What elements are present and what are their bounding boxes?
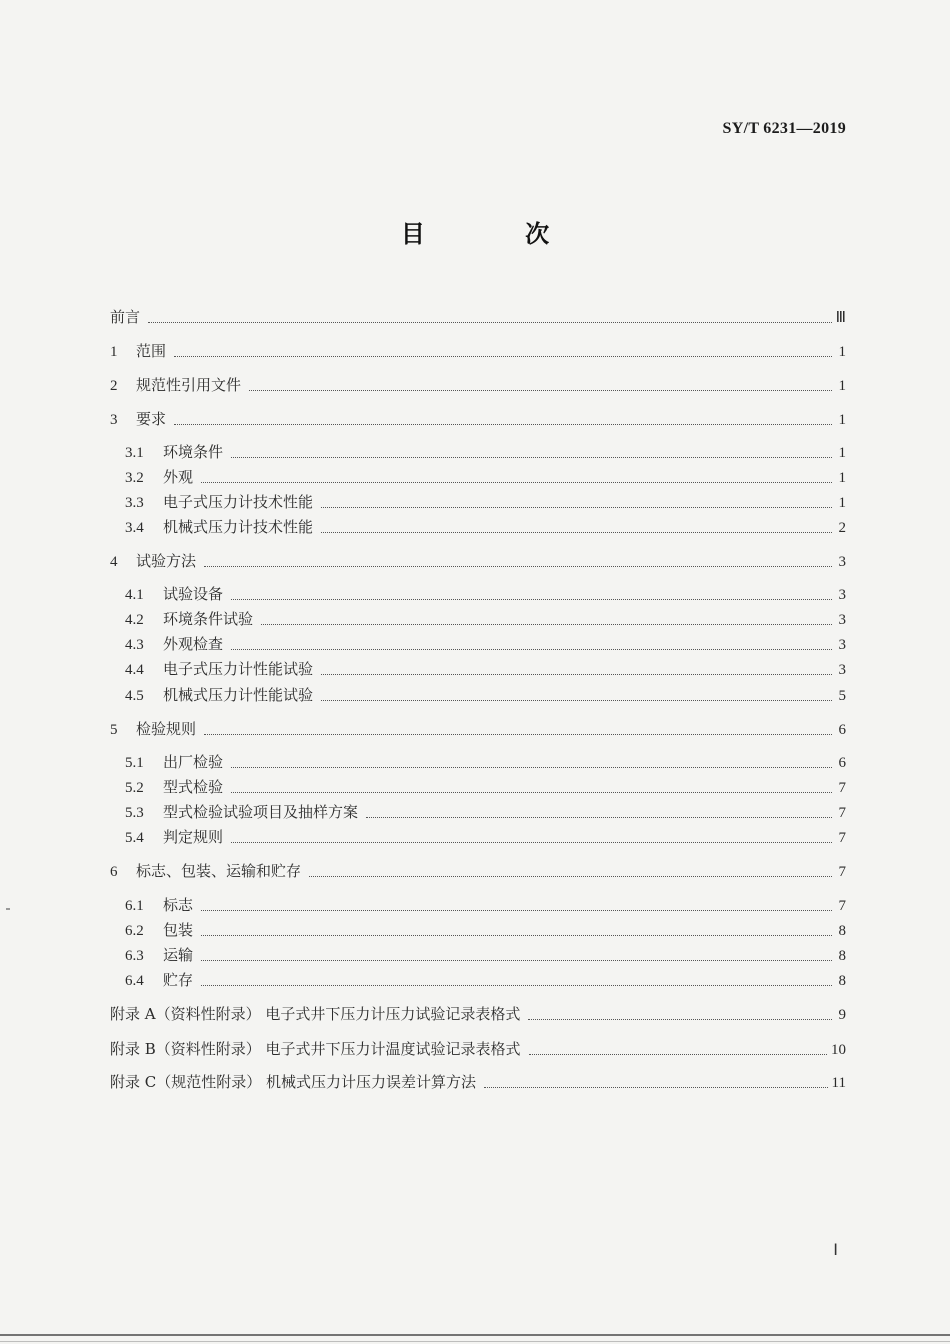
toc-entry-page: 11	[831, 1075, 846, 1091]
toc-entry-text: 机械式压力计技术性能	[163, 518, 314, 536]
standard-code: SY/T 6231—2019	[722, 120, 846, 137]
toc-entry-page: 3	[838, 637, 846, 653]
toc-entry-page: 1	[838, 344, 846, 360]
scan-mark	[6, 908, 10, 910]
toc-entry-page: 6	[838, 722, 846, 738]
toc-entry-page: 8	[838, 948, 846, 964]
toc-entry-3-1[interactable]	[125, 441, 846, 463]
toc-entry-text: 运输	[163, 946, 194, 964]
toc-entry-text: 包装	[163, 921, 194, 939]
toc-entry-appendix-a[interactable]	[110, 1003, 846, 1025]
toc-entry-6-3[interactable]	[125, 944, 846, 966]
toc-leader	[204, 720, 832, 735]
toc-entry-4-1[interactable]	[125, 583, 846, 605]
toc-entry-3-4[interactable]	[125, 516, 846, 538]
toc-entry-page: 7	[838, 805, 846, 821]
toc-entry-number: 6	[110, 864, 118, 880]
toc-entry-6-2[interactable]	[125, 919, 846, 941]
toc-entry-page: 6	[838, 755, 846, 771]
toc-entry-appendix-b[interactable]	[110, 1038, 846, 1060]
toc-leader	[321, 660, 832, 675]
toc-entry-page: Ⅲ	[835, 310, 846, 326]
toc-entry-number: 3.2	[125, 470, 144, 486]
toc-entry-text: 标志	[163, 896, 194, 914]
toc-entry-page: 1	[838, 470, 846, 486]
toc-entry-text: 电子式压力计技术性能	[163, 493, 314, 511]
toc-entry-text: 前言	[110, 308, 141, 326]
toc-entry-4-2[interactable]	[125, 608, 846, 630]
toc-entry-3-3[interactable]	[125, 491, 846, 513]
toc-entry-number: 4.2	[125, 612, 144, 628]
toc-leader	[201, 921, 832, 936]
toc-entry-page: 7	[838, 898, 846, 914]
toc-entry-text: 附录 B（资料性附录） 电子式井下压力计温度试验记录表格式	[110, 1040, 521, 1058]
toc-leader	[321, 493, 832, 508]
toc-leader	[321, 686, 832, 701]
toc-leader	[231, 585, 832, 600]
toc-entry-page: 1	[838, 445, 846, 461]
toc-entry-number: 5	[110, 722, 118, 738]
toc-leader	[231, 828, 832, 843]
toc-leader	[529, 1040, 827, 1055]
toc-leader	[366, 803, 832, 818]
toc-entry-text: 检验规则	[136, 720, 197, 738]
toc-entry-page: 1	[838, 412, 846, 428]
toc-entry-text: 外观检查	[163, 635, 224, 653]
toc-leader	[201, 896, 832, 911]
toc-entry-number: 4	[110, 554, 118, 570]
toc-entry-page: 3	[838, 612, 846, 628]
toc-leader	[261, 610, 832, 625]
toc-entry-number: 5.3	[125, 805, 144, 821]
toc-entry-text: 出厂检验	[163, 753, 224, 771]
toc-entry-4-4[interactable]	[125, 658, 846, 680]
toc-entry-number: 3.1	[125, 445, 144, 461]
toc-entry-text: 电子式压力计性能试验	[163, 660, 314, 678]
toc-entry-6-4[interactable]	[125, 969, 846, 991]
toc-entry-text: 判定规则	[163, 828, 224, 846]
toc-entry-5-2[interactable]	[125, 776, 846, 798]
toc-leader	[249, 376, 832, 391]
toc-leader	[321, 518, 832, 533]
toc-entry-number: 6.1	[125, 898, 144, 914]
toc-entry-text: 试验方法	[136, 552, 197, 570]
toc-entry-6-1[interactable]	[125, 894, 846, 916]
toc-entry-page: 9	[838, 1007, 846, 1023]
toc-entry-5-1[interactable]	[125, 751, 846, 773]
toc-entry-text: 附录 A（资料性附录） 电子式井下压力计压力试验记录表格式	[110, 1005, 521, 1023]
toc-entry-text: 标志、包装、运输和贮存	[136, 862, 302, 880]
toc-entry-number: 4.5	[125, 688, 144, 704]
toc-entry-number: 6.4	[125, 973, 144, 989]
toc-leader	[231, 443, 832, 458]
toc-entry-page: 3	[838, 662, 846, 678]
toc-entry-page: 7	[838, 864, 846, 880]
toc-entry-number: 6.3	[125, 948, 144, 964]
toc-entry-4-5[interactable]	[125, 684, 846, 706]
toc-entry-page: 1	[838, 495, 846, 511]
toc-entry-number: 4.1	[125, 587, 144, 603]
toc-entry-page: 7	[838, 780, 846, 796]
toc-entry-number: 2	[110, 378, 118, 394]
toc-entry-number: 4.4	[125, 662, 144, 678]
toc-entry-text: 规范性引用文件	[136, 376, 242, 394]
toc-entry-page: 2	[838, 520, 846, 536]
toc-entry-page: 7	[838, 830, 846, 846]
toc-entry-page: 10	[831, 1042, 846, 1058]
toc-entry-number: 5.2	[125, 780, 144, 796]
toc-leader	[309, 862, 832, 877]
toc-leader	[204, 552, 832, 567]
toc-entry-6[interactable]	[110, 860, 846, 882]
toc-leader	[201, 971, 832, 986]
toc-entry-text: 型式检验试验项目及抽样方案	[163, 803, 359, 821]
toc-leader	[231, 635, 832, 650]
page-title: 目 次	[400, 220, 596, 248]
toc-leader	[148, 308, 832, 323]
toc-entry-text: 试验设备	[163, 585, 224, 603]
toc-entry-2[interactable]	[110, 374, 846, 396]
toc-entry-text: 贮存	[163, 971, 194, 989]
toc-entry-3-2[interactable]	[125, 466, 846, 488]
toc-entry-text: 环境条件	[163, 443, 224, 461]
toc-entry-number: 5.4	[125, 830, 144, 846]
footer-page-number: Ⅰ	[833, 1242, 838, 1259]
toc-entry-page: 1	[838, 378, 846, 394]
toc-entry-5-4[interactable]	[125, 826, 846, 848]
toc-entry-number: 3.3	[125, 495, 144, 511]
toc-entry-page: 8	[838, 923, 846, 939]
toc-leader	[231, 778, 832, 793]
toc-leader	[528, 1005, 832, 1020]
toc-leader	[201, 468, 832, 483]
toc-entry-number: 3.4	[125, 520, 144, 536]
toc-entry-text: 型式检验	[163, 778, 224, 796]
toc-entry-page: 3	[838, 554, 846, 570]
scan-edge-line-secondary	[0, 1341, 950, 1342]
toc-entry-4[interactable]	[110, 550, 846, 572]
toc-entry-number: 5.1	[125, 755, 144, 771]
toc-entry-4-3[interactable]	[125, 633, 846, 655]
toc-entry-page: 3	[838, 587, 846, 603]
toc-entry-number: 4.3	[125, 637, 144, 653]
toc-entry-1[interactable]	[110, 340, 846, 362]
toc-entry-text: 要求	[136, 410, 167, 428]
toc-entry-number: 3	[110, 412, 118, 428]
toc-leader	[484, 1073, 828, 1088]
scan-edge-line	[0, 1334, 950, 1336]
toc-entry-number: 6.2	[125, 923, 144, 939]
toc-entry-text: 环境条件试验	[163, 610, 254, 628]
toc-entry-text: 机械式压力计性能试验	[163, 686, 314, 704]
toc-leader	[201, 946, 832, 961]
toc-entry-page: 5	[838, 688, 846, 704]
toc-leader	[231, 753, 832, 768]
toc-entry-5[interactable]	[110, 718, 846, 740]
toc-entry-text: 范围	[136, 342, 167, 360]
toc-entry-foreword[interactable]	[110, 306, 846, 328]
toc-entry-3[interactable]	[110, 408, 846, 430]
toc-leader	[174, 342, 832, 357]
toc-entry-appendix-c[interactable]	[110, 1071, 846, 1093]
toc-entry-page: 8	[838, 973, 846, 989]
toc-entry-number: 1	[110, 344, 118, 360]
toc-entry-text: 附录 C（规范性附录） 机械式压力计压力误差计算方法	[110, 1073, 477, 1091]
toc-entry-text: 外观	[163, 468, 194, 486]
toc-entry-5-3[interactable]	[125, 801, 846, 823]
toc-leader	[174, 410, 832, 425]
